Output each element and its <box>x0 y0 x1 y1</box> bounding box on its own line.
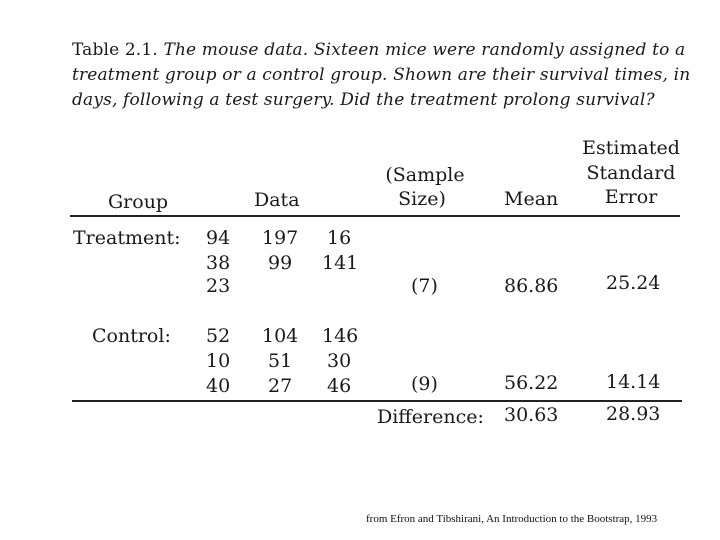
control-value: 104 <box>262 325 299 347</box>
treatment-value: 16 <box>327 227 352 249</box>
control-se: 14.14 <box>606 371 661 393</box>
treatment-value: 23 <box>206 275 231 297</box>
difference-rule <box>72 400 682 402</box>
control-value: 51 <box>268 350 293 372</box>
source-credit: from Efron and Tibshirani, An Introduction to the Bootstrap, 1993 <box>366 513 658 525</box>
header-mean: Mean <box>504 188 559 210</box>
treatment-value: 99 <box>268 252 293 274</box>
header-rule <box>70 215 680 217</box>
control-value: 27 <box>268 375 293 397</box>
control-value: 146 <box>322 325 359 347</box>
treatment-value: 141 <box>322 252 359 274</box>
caption-label: Table 2.1. <box>72 40 158 60</box>
treatment-value: 38 <box>206 252 231 274</box>
control-mean: 56.22 <box>504 372 559 394</box>
treatment-value: 197 <box>262 227 299 249</box>
header-se-line1: Estimated <box>582 137 680 159</box>
header-se-line3: Error <box>604 186 658 208</box>
treatment-mean: 86.86 <box>504 275 559 297</box>
difference-label: Difference: <box>377 406 484 428</box>
control-value: 10 <box>206 350 231 372</box>
control-value: 46 <box>327 375 352 397</box>
control-value: 52 <box>206 325 231 347</box>
header-sample-size-line2: Size) <box>398 188 446 210</box>
control-sample-size: (9) <box>411 373 438 395</box>
difference-mean: 30.63 <box>504 404 559 426</box>
treatment-value: 94 <box>206 227 231 249</box>
caption-text: The mouse data. Sixteen mice were randomly assigned to a treatment group or a control group. Shown are their survival times, in days, following a test surgery. Did the treatment prolong survival? <box>72 40 691 110</box>
treatment-label: Treatment: <box>73 227 181 249</box>
difference-se: 28.93 <box>606 403 661 425</box>
header-data: Data <box>254 189 300 211</box>
treatment-sample-size: (7) <box>411 275 438 297</box>
control-value: 30 <box>327 350 352 372</box>
header-sample-size-line1: (Sample <box>385 164 465 186</box>
header-se-line2: Standard <box>586 162 676 184</box>
header-group: Group <box>108 191 169 213</box>
control-value: 40 <box>206 375 231 397</box>
treatment-se: 25.24 <box>606 272 661 294</box>
control-label: Control: <box>92 325 171 347</box>
